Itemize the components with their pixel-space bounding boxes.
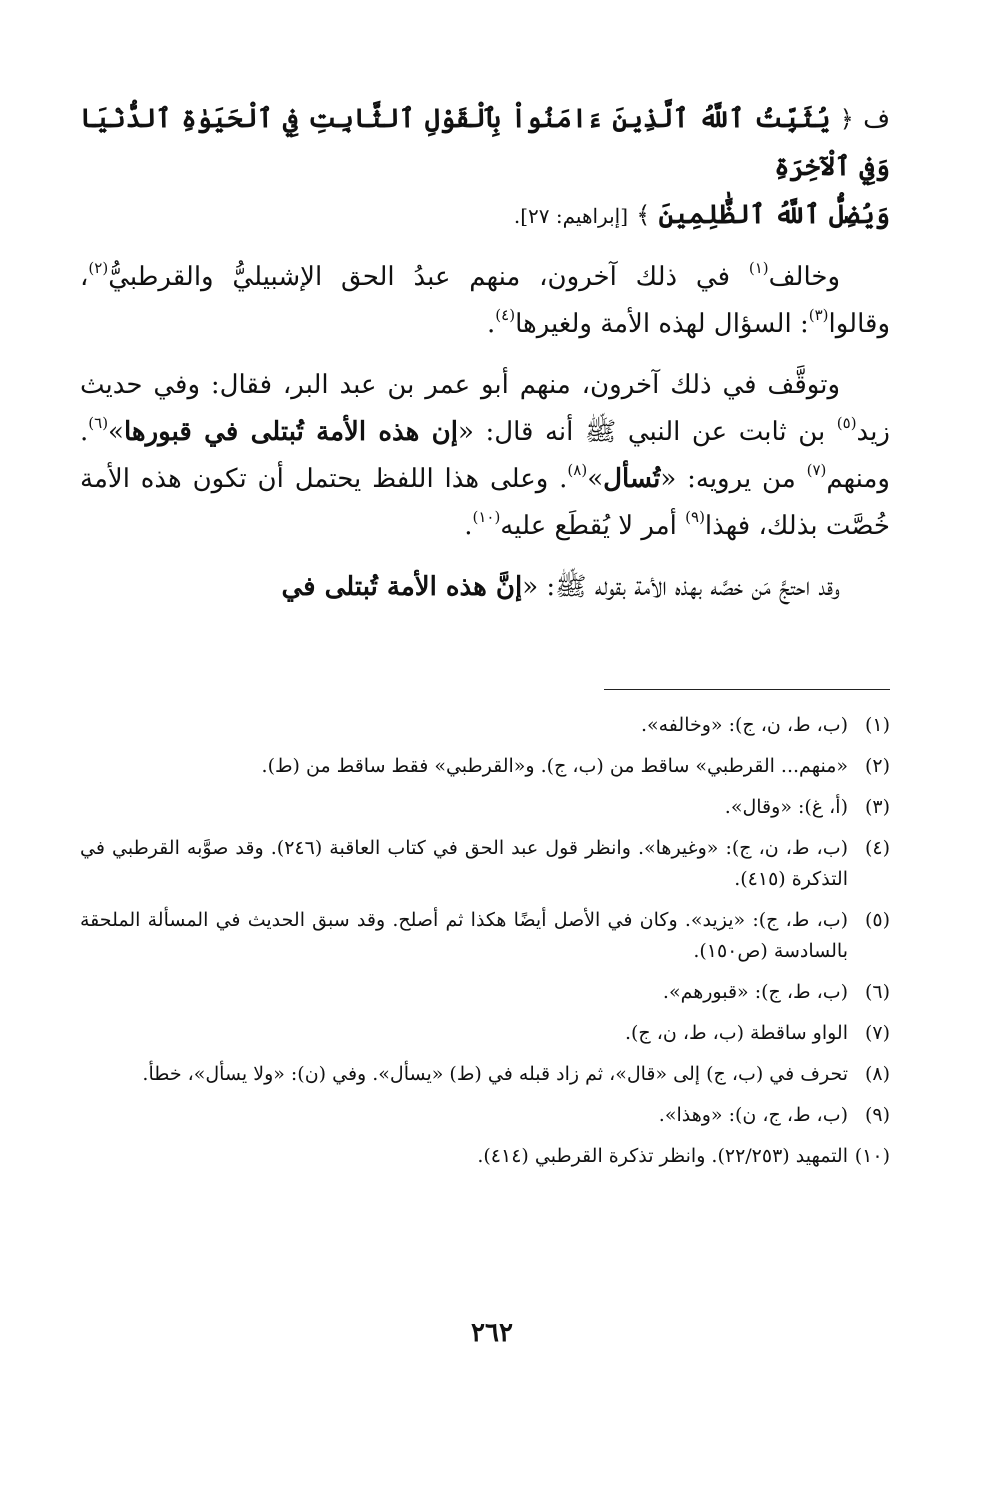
footnote-reference[interactable]: (١٠) [472, 508, 501, 527]
footnote-number: (٢) [864, 755, 890, 777]
footnote-number: (٣) [864, 796, 890, 818]
footnote-reference[interactable]: (٨) [567, 461, 588, 480]
footnote [80, 710, 890, 741]
verse-citation: [إبراهيم: ٢٧]. [513, 204, 629, 228]
footnote-reference[interactable]: (٧) [806, 461, 827, 480]
hadith-quote: إن هذه الأمة تُبتلى في قبورها [123, 417, 458, 447]
footnote-number: (١) [864, 714, 890, 736]
main-text [80, 95, 890, 625]
footnote-reference[interactable]: (٦) [88, 414, 109, 433]
hadith-quote: إنَّ هذه الأمة تُبتلى في [281, 572, 523, 602]
quran-verse [80, 95, 890, 240]
text-segment: . ومنهم [80, 417, 890, 494]
footnote-reference[interactable]: (٩) [685, 508, 705, 527]
footnote [80, 905, 890, 967]
footnote-number: (٩) [864, 1104, 890, 1126]
footnote-number: (٨) [864, 1063, 890, 1085]
footnote-reference[interactable]: (٣) [808, 306, 829, 325]
text-segment: . [464, 511, 473, 541]
footnote-number: (٧) [864, 1022, 890, 1044]
footnote-text: تحرف في (ب، ج) إلى «قال»، ثم زاد قبله في (ط) «يسأل». وفي (ن): «ولا يسأل»، خطأ. [142, 1063, 848, 1085]
footnote-text: (أ، غ): «وقال». [724, 796, 848, 818]
footnote-text: التمهيد (٢٢/٢٥٣). وانظر تذكرة القرطبي (٤١٤). [477, 1145, 848, 1167]
footnote-divider [604, 689, 890, 690]
page-number: ٢٦٢ [471, 1318, 513, 1348]
paragraph [80, 254, 890, 348]
paragraph-indent [840, 370, 890, 400]
footnote-reference[interactable]: (٢) [88, 259, 109, 278]
footnote-text: (ب، ط، ن، ج): «وغيرها». وانظر قول عبد الحق في كتاب العاقبة (٢٤٦). وقد صوَّبه القرطبي في التذكرة (٤١٥). [80, 837, 848, 890]
footnote-text: (ب، ط، ج): «يزيد». وكان في الأصل أيضًا هكذا ثم أصلح. وقد سبق الحديث في المسألة الملحقة بالسادسة (ص١٥٠). [80, 909, 848, 962]
text-segment: من يرويه: « [660, 464, 807, 494]
footnote-text: (ب، ط، ج، ن): «وهذا». [658, 1104, 848, 1126]
footnote [80, 1059, 890, 1090]
footnote-text: الواو ساقطة (ب، ط، ن، ج). [624, 1022, 848, 1044]
verse-line-2 [80, 191, 890, 240]
footnote [80, 1100, 890, 1131]
paragraph-indent [840, 572, 890, 602]
text-segment: » [108, 417, 124, 447]
footnote-text: «منهم... القرطبي» ساقط من (ب، ج). و«القرطبي» فقط ساقط من (ط). [261, 755, 848, 777]
verse-text-line2: وَيُضِلُّ ٱللَّهُ ٱلظَّٰلِمِينَ [658, 200, 890, 230]
text-segment: . وعلى هذا اللفظ يحتمل أن تكون هذه الأمة خُصَّت بذلك، فهذا [80, 464, 890, 541]
footnote-reference[interactable]: (٤) [495, 306, 516, 325]
text-segment: أمر لا يُقطَع عليه [500, 511, 686, 541]
text-segment: ، وقالوا [80, 262, 890, 339]
verse-open-bracket: ﴿ [839, 105, 854, 133]
paragraph-indent [840, 262, 890, 292]
footnotes-list [80, 710, 890, 1182]
footnote [80, 833, 890, 895]
verse-line-1 [80, 95, 890, 191]
verse-close-bracket: ﴾ [636, 201, 651, 229]
footnote [80, 1018, 890, 1049]
footnote [80, 751, 890, 782]
footnote [80, 792, 890, 823]
text-segment: وقد احتجَّ مَن خصَّه بهذه الأمة بقوله ﷺ: « [522, 572, 840, 602]
footnote [80, 1141, 890, 1172]
footnote-reference[interactable]: (١) [748, 259, 769, 278]
footnote-number: (٦) [864, 981, 890, 1003]
footnote-number: (٥) [864, 909, 890, 931]
verse-text-line1: يُثَبِّتُ ٱللَّهُ ٱلَّذِينَ ءَامَنُواْ بِٱلْقَوْلِ ٱلثَّابِتِ فِي ٱلْحَيَوٰةِ ٱلدُّنْيَا وَفِي ٱلْآخِرَةِ [80, 104, 890, 182]
text-segment: » [587, 464, 604, 494]
footnote-text: (ب، ط، ن، ج): «وخالفه». [640, 714, 848, 736]
text-segment: في ذلك آخرون، منهم عبدُ الحق الإشبيليُّ والقرطبيُّ [108, 262, 749, 292]
footnote-number: (١٠) [854, 1145, 890, 1167]
text-segment: . [487, 309, 496, 339]
text-segment: وتوقَّف في ذلك آخرون، منهم أبو عمر بن عبد البر، فقال: وفي حديث زيد [80, 370, 890, 447]
hadith-quote: تُسأل [603, 464, 661, 494]
text-segment: : السؤال لهذه الأمة ولغيرها [515, 309, 809, 339]
footnote-number: (٤) [864, 837, 890, 859]
verse-prefix: ف [863, 104, 891, 134]
footnote [80, 977, 890, 1008]
text-segment: بن ثابت عن النبي ﷺ أنه قال: « [458, 417, 837, 447]
paragraph [80, 362, 890, 550]
text-segment: وخالف [768, 262, 840, 292]
paragraph [80, 564, 890, 611]
footnote-reference[interactable]: (٥) [836, 414, 857, 433]
footnote-text: (ب، ط، ج): «قبورهم». [662, 981, 848, 1003]
